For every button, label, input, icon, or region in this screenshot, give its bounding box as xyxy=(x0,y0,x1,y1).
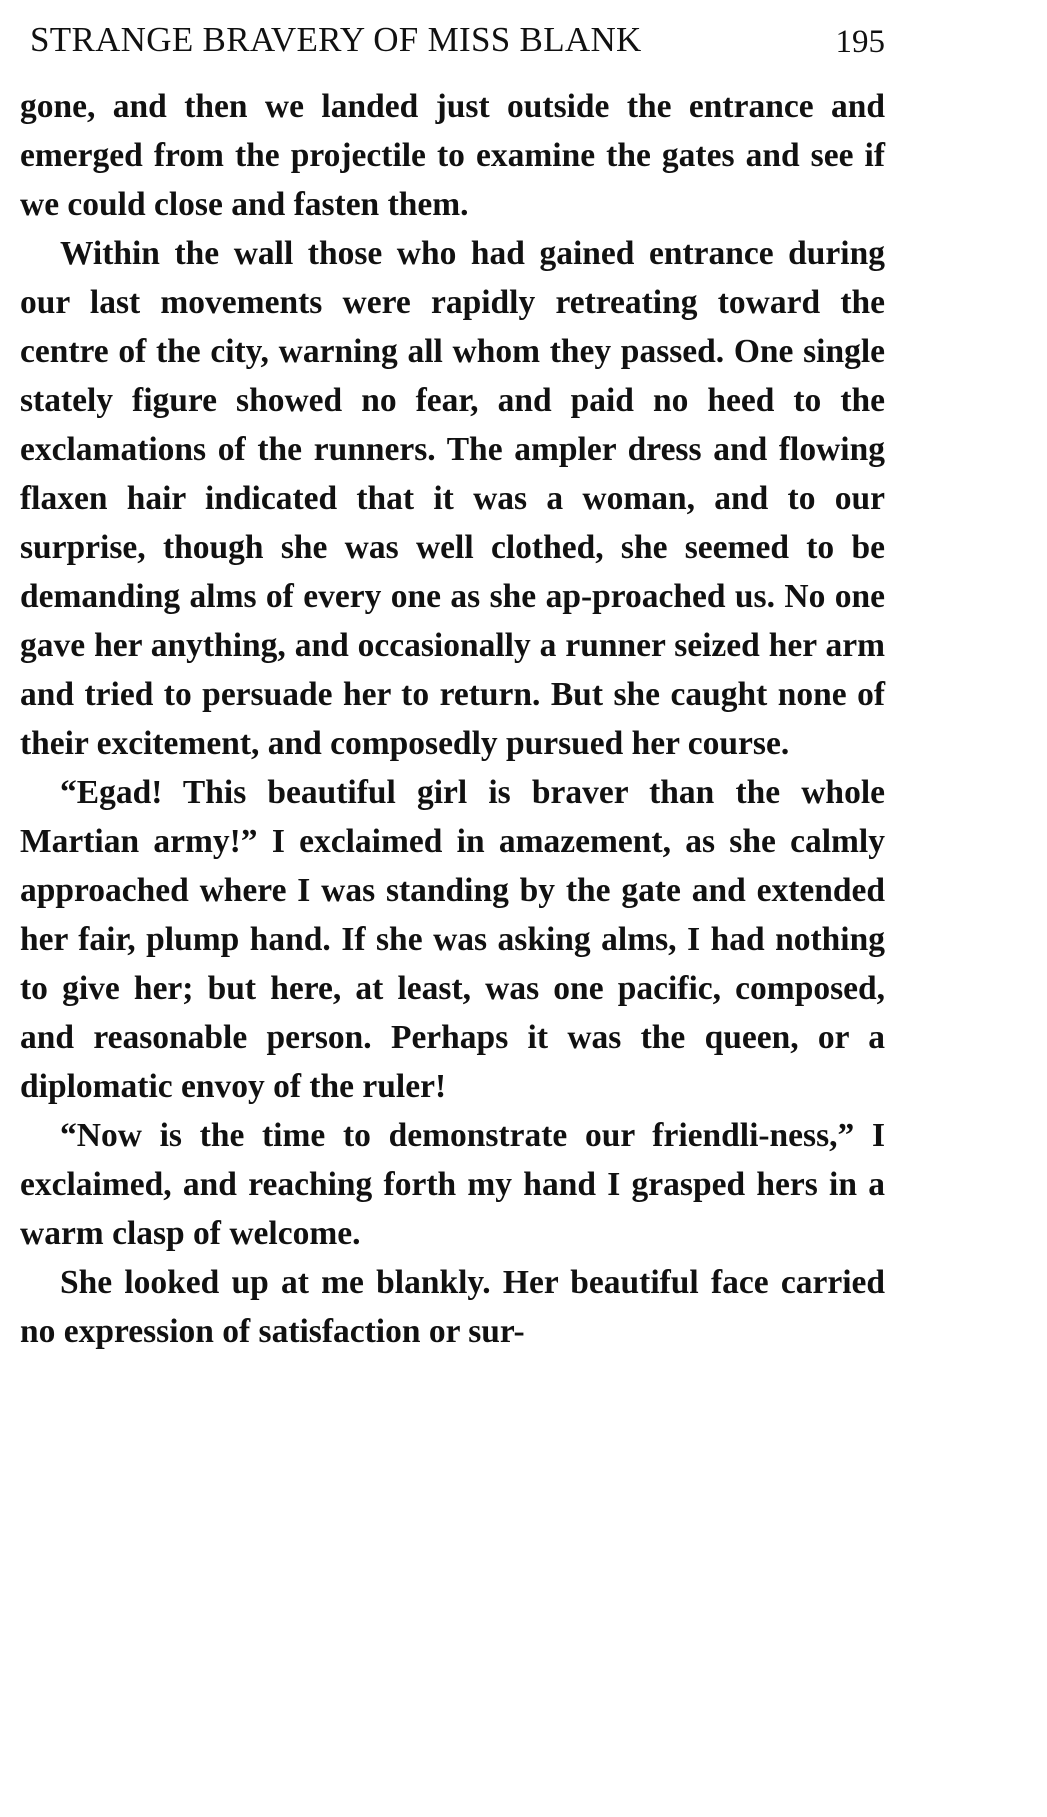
body-text xyxy=(20,82,885,1356)
book-page xyxy=(20,0,885,1356)
page-number: 195 xyxy=(835,24,885,60)
running-title: STRANGE BRAVERY OF MISS BLANK xyxy=(30,20,642,59)
paragraph: “Egad! This beautiful girl is braver than the whole Martian army!” I exclaimed in amazement, as she calmly approached where I was standing by the gate and extended her fair, plump hand. If she was asking alms, I had nothing to give her; but here, at least, was one pacific, composed, and reasonable person. Perhaps it was the queen, or a diplomatic envoy of the ruler! xyxy=(20,774,885,1105)
page-header xyxy=(20,18,885,82)
paragraph: gone, and then we landed just outside the entrance and emerged from the projectile to examine the gates and see if we could close and fasten them. xyxy=(20,88,885,223)
paragraph: “Now is the time to demonstrate our friendli-ness,” I exclaimed, and reaching forth my hand I grasped hers in a warm clasp of welcome. xyxy=(20,1117,885,1252)
paragraph: Within the wall those who had gained entrance during our last movements were rapidly retreating toward the centre of the city, warning all whom they passed. One single stately figure showed no fear, and paid no heed to the exclamations of the runners. The ampler dress and flowing flaxen hair indicated that it was a woman, and to our surprise, though she was well clothed, she seemed to be demanding alms of every one as she ap-proached us. No one gave her anything, and occasionally a runner seized her arm and tried to persuade her to return. But she caught none of their excitement, and composedly pursued her course. xyxy=(20,235,885,762)
paragraph: She looked up at me blankly. Her beautiful face carried no expression of satisfaction or sur- xyxy=(20,1264,885,1350)
